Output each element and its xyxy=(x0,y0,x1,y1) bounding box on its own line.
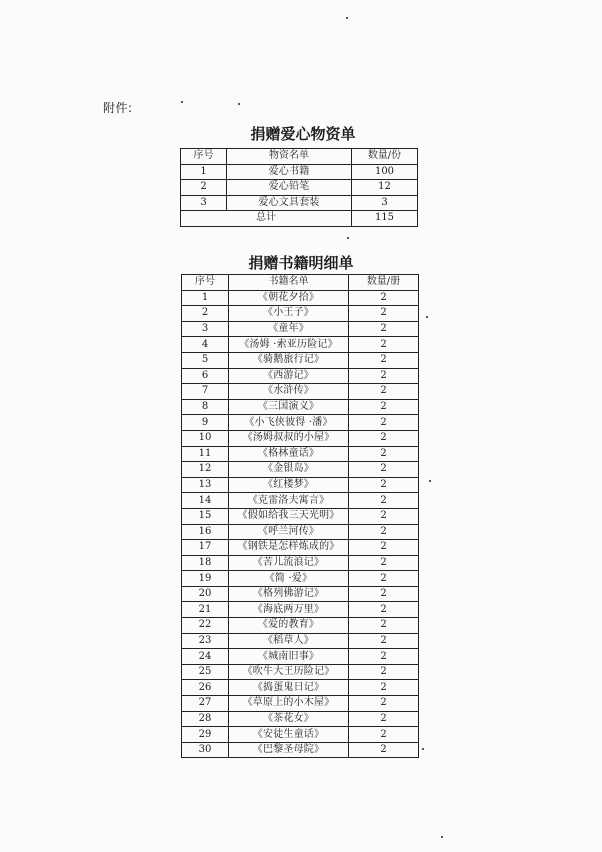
table-row xyxy=(182,368,419,384)
table-row xyxy=(182,399,419,415)
scan-speck xyxy=(426,316,428,318)
table-row xyxy=(182,446,419,462)
item-name: 《三国演义》 xyxy=(229,399,349,415)
column-header-name: 书籍名单 xyxy=(229,275,349,291)
row-number: 3 xyxy=(181,195,227,211)
donation-materials-table xyxy=(180,148,418,227)
table-row xyxy=(182,618,419,634)
scan-speck xyxy=(181,101,183,103)
column-header-name: 物资名单 xyxy=(227,149,352,165)
item-name: 《格列佛游记》 xyxy=(229,586,349,602)
table-row xyxy=(181,164,418,180)
table-row xyxy=(182,742,419,758)
table-row xyxy=(182,384,419,400)
item-name: 《假如给我三天光明》 xyxy=(229,508,349,524)
column-header-no: 序号 xyxy=(181,149,227,165)
table-row xyxy=(182,415,419,431)
table-row xyxy=(181,180,418,196)
item-quantity: 2 xyxy=(349,446,419,462)
row-number: 22 xyxy=(182,618,229,634)
scan-speck xyxy=(346,17,348,19)
table-row xyxy=(182,711,419,727)
item-quantity: 2 xyxy=(349,493,419,509)
row-number: 14 xyxy=(182,493,229,509)
item-name: 《呼兰河传》 xyxy=(229,524,349,540)
item-quantity: 2 xyxy=(349,430,419,446)
row-number: 12 xyxy=(182,462,229,478)
table-row xyxy=(182,680,419,696)
row-number: 13 xyxy=(182,477,229,493)
row-number: 8 xyxy=(182,399,229,415)
row-number: 20 xyxy=(182,586,229,602)
item-name: 《草原上的小木屋》 xyxy=(229,696,349,712)
total-value: 115 xyxy=(352,211,418,227)
table-row xyxy=(182,462,419,478)
row-number: 9 xyxy=(182,415,229,431)
item-name: 《稻草人》 xyxy=(229,633,349,649)
item-name: 《安徒生童话》 xyxy=(229,727,349,743)
item-name: 《骑鹅旅行记》 xyxy=(229,352,349,368)
donation-materials-title: 捐赠爱心物资单 xyxy=(250,125,356,143)
item-quantity: 2 xyxy=(349,352,419,368)
row-number: 29 xyxy=(182,727,229,743)
row-number: 17 xyxy=(182,540,229,556)
column-header-qty: 数量/份 xyxy=(352,149,418,165)
row-number: 18 xyxy=(182,555,229,571)
item-quantity: 2 xyxy=(349,368,419,384)
scan-speck xyxy=(238,103,240,105)
table-row xyxy=(182,696,419,712)
row-number: 7 xyxy=(182,384,229,400)
item-name: 《西游记》 xyxy=(229,368,349,384)
item-name: 《巴黎圣母院》 xyxy=(229,742,349,758)
row-number: 2 xyxy=(181,180,227,196)
scan-speck xyxy=(429,480,431,482)
item-quantity: 2 xyxy=(349,555,419,571)
table-row xyxy=(181,195,418,211)
row-number: 5 xyxy=(182,352,229,368)
item-name: 爱心书籍 xyxy=(227,164,352,180)
table-header-row xyxy=(181,149,418,165)
table-header-row xyxy=(182,275,419,291)
column-header-qty: 数量/册 xyxy=(349,275,419,291)
table-row xyxy=(182,649,419,665)
item-quantity: 2 xyxy=(349,384,419,400)
item-quantity: 100 xyxy=(352,164,418,180)
row-number: 1 xyxy=(182,290,229,306)
item-quantity: 2 xyxy=(349,742,419,758)
table-row xyxy=(182,555,419,571)
item-name: 《简 ·爱》 xyxy=(229,571,349,587)
table-row xyxy=(182,290,419,306)
scan-speck xyxy=(422,748,424,750)
item-quantity: 2 xyxy=(349,586,419,602)
table-row xyxy=(182,664,419,680)
item-name: 《爱的教育》 xyxy=(229,618,349,634)
row-number: 10 xyxy=(182,430,229,446)
item-name: 《钢铁是怎样炼成的》 xyxy=(229,540,349,556)
item-name: 《小飞侠彼得 ·潘》 xyxy=(229,415,349,431)
row-number: 1 xyxy=(181,164,227,180)
item-quantity: 2 xyxy=(349,508,419,524)
item-quantity: 2 xyxy=(349,399,419,415)
row-number: 11 xyxy=(182,446,229,462)
item-quantity: 2 xyxy=(349,321,419,337)
row-number: 6 xyxy=(182,368,229,384)
table-row xyxy=(182,571,419,587)
item-name: 《海底两万里》 xyxy=(229,602,349,618)
item-quantity: 2 xyxy=(349,415,419,431)
row-number: 4 xyxy=(182,337,229,353)
table-row xyxy=(182,321,419,337)
table-row xyxy=(182,306,419,322)
item-name: 爱心文具套装 xyxy=(227,195,352,211)
item-name: 《金银岛》 xyxy=(229,462,349,478)
row-number: 30 xyxy=(182,742,229,758)
row-number: 2 xyxy=(182,306,229,322)
total-row xyxy=(181,211,418,227)
item-name: 《汤姆叔叔的小屋》 xyxy=(229,430,349,446)
item-quantity: 2 xyxy=(349,306,419,322)
item-quantity: 2 xyxy=(349,462,419,478)
row-number: 27 xyxy=(182,696,229,712)
item-quantity: 2 xyxy=(349,664,419,680)
book-details-title: 捐赠书籍明细单 xyxy=(248,254,354,272)
scan-speck xyxy=(347,237,349,239)
row-number: 23 xyxy=(182,633,229,649)
row-number: 3 xyxy=(182,321,229,337)
item-quantity: 3 xyxy=(352,195,418,211)
item-name: 《捣蛋鬼日记》 xyxy=(229,680,349,696)
item-quantity: 2 xyxy=(349,727,419,743)
row-number: 16 xyxy=(182,524,229,540)
table-row xyxy=(182,352,419,368)
item-quantity: 2 xyxy=(349,540,419,556)
item-quantity: 2 xyxy=(349,618,419,634)
row-number: 19 xyxy=(182,571,229,587)
item-quantity: 2 xyxy=(349,571,419,587)
item-quantity: 2 xyxy=(349,680,419,696)
scan-speck xyxy=(441,836,443,838)
column-header-no: 序号 xyxy=(182,275,229,291)
item-name: 《汤姆 ·索亚历险记》 xyxy=(229,337,349,353)
table-row xyxy=(182,430,419,446)
item-name: 《水浒传》 xyxy=(229,384,349,400)
item-name: 《小王子》 xyxy=(229,306,349,322)
item-name: 《苦儿流浪记》 xyxy=(229,555,349,571)
row-number: 24 xyxy=(182,649,229,665)
table-row xyxy=(182,540,419,556)
row-number: 26 xyxy=(182,680,229,696)
item-name: 《城南旧事》 xyxy=(229,649,349,665)
table-row xyxy=(182,477,419,493)
table-row xyxy=(182,602,419,618)
item-name: 《格林童话》 xyxy=(229,446,349,462)
table-row xyxy=(182,524,419,540)
book-details-table xyxy=(181,274,419,758)
table-row xyxy=(182,633,419,649)
table-row xyxy=(182,493,419,509)
table-row xyxy=(182,727,419,743)
item-quantity: 2 xyxy=(349,633,419,649)
item-quantity: 2 xyxy=(349,477,419,493)
row-number: 28 xyxy=(182,711,229,727)
item-name: 《茶花女》 xyxy=(229,711,349,727)
table-row xyxy=(182,508,419,524)
table-row xyxy=(182,586,419,602)
item-name: 《吹牛大王历险记》 xyxy=(229,664,349,680)
item-quantity: 2 xyxy=(349,602,419,618)
item-name: 爱心铅笔 xyxy=(227,180,352,196)
row-number: 21 xyxy=(182,602,229,618)
item-quantity: 2 xyxy=(349,711,419,727)
item-name: 《红楼梦》 xyxy=(229,477,349,493)
row-number: 25 xyxy=(182,664,229,680)
item-quantity: 2 xyxy=(349,524,419,540)
item-quantity: 2 xyxy=(349,649,419,665)
row-number: 15 xyxy=(182,508,229,524)
item-name: 《朝花夕拾》 xyxy=(229,290,349,306)
item-name: 《克雷洛夫寓言》 xyxy=(229,493,349,509)
total-label: 总计 xyxy=(181,211,352,227)
item-quantity: 12 xyxy=(352,180,418,196)
item-quantity: 2 xyxy=(349,290,419,306)
item-quantity: 2 xyxy=(349,337,419,353)
attachment-label: 附件: xyxy=(103,101,133,115)
item-name: 《童年》 xyxy=(229,321,349,337)
table-row xyxy=(182,337,419,353)
item-quantity: 2 xyxy=(349,696,419,712)
